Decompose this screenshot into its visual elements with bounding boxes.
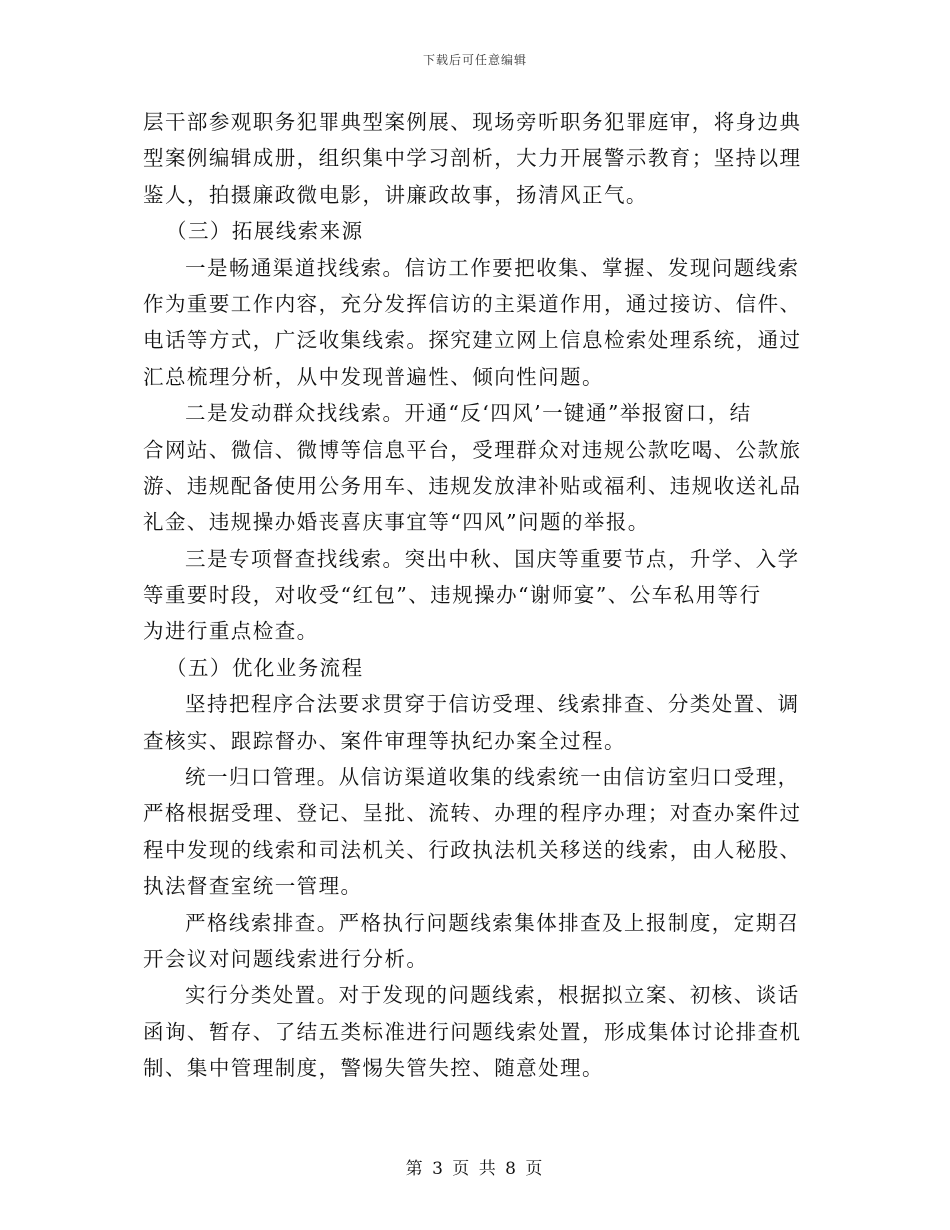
footer-prefix: 第 [405, 1159, 425, 1179]
body-line-20: 严格根据受理、登记、呈批、流转、办理的程序办理；对查办案件过 [143, 801, 802, 826]
total-pages-number: 8 [505, 1159, 518, 1179]
page-footer [0, 1154, 950, 1179]
body-line-10: 合网站、微信、微博等信息平台，受理群众对违规公款吃喝、公款旅 [143, 437, 802, 462]
body-line-6: 作为重要工作内容，充分发挥信访的主渠道作用，通过接访、信件、 [143, 291, 802, 316]
paragraph-start-5: 统一归口管理。从信访渠道收集的线索统一由信访室归口受理， [185, 765, 800, 790]
paragraph-start-4: 坚持把程序合法要求贯穿于信访受理、线索排查、分类处置、调 [185, 692, 800, 717]
body-line-21: 程中发现的线索和司法机关、行政执法机关移送的线索，由人秘股、 [143, 837, 802, 862]
body-line-24: 开会议对问题线索进行分析。 [143, 946, 429, 971]
body-line-12: 礼金、违规操办婚丧喜庆事宜等“四风”问题的举报。 [143, 510, 650, 535]
body-line-8: 汇总梳理分析，从中发现普遍性、倾向性问题。 [143, 364, 604, 389]
body-line-7: 电话等方式，广泛收集线索。探究建立网上信息检索处理系统，通过 [143, 328, 802, 353]
paragraph-start-6: 严格线索排查。严格执行问题线索集体排查及上报制度，定期召 [185, 910, 800, 935]
body-line-14: 等重要时段，对收受“红包”、违规操办“谢师宴”、公车私用等行 [143, 583, 762, 608]
document-body [143, 104, 808, 1087]
section-heading-5: （五）优化业务流程 [166, 655, 364, 680]
paragraph-start-1: 一是畅通渠道找线索。信访工作要把收集、掌握、发现问题线索 [185, 255, 800, 280]
paragraph-start-3: 三是专项督查找线索。突出中秋、国庆等重要节点，升学、入学 [185, 546, 800, 571]
body-line-27: 制、集中管理制度，警惕失管失控、随意处理。 [143, 1056, 604, 1081]
footer-suffix: 页 [525, 1159, 545, 1179]
paragraph-start-2: 二是发动群众找线索。开通“反‘四风’一键通”举报窗口，结 [185, 401, 752, 426]
body-line-18: 查核实、跟踪督办、案件审理等执纪办案全过程。 [143, 728, 626, 753]
body-line-3: 鉴人，拍摄廉政微电影，讲廉政故事，扬清风正气。 [143, 182, 648, 207]
body-line-26: 函询、暂存、了结五类标准进行问题线索处置，形成集体讨论排查机 [143, 1019, 802, 1044]
body-line-1: 层干部参观职务犯罪典型案例展、现场旁听职务犯罪庭审，将身边典 [143, 110, 802, 134]
footer-middle: 页 共 [452, 1159, 498, 1179]
page-header: 下载后可任意编辑 [422, 53, 527, 67]
body-line-22: 执法督查室统一管理。 [143, 874, 363, 899]
current-page-number: 3 [432, 1159, 445, 1179]
body-line-11: 游、违规配备使用公务用车、违规发放津补贴或福利、违规收送礼品 [143, 473, 802, 498]
body-line-2: 型案例编辑成册，组织集中学习剖析，大力开展警示教育；坚持以理 [143, 146, 802, 171]
section-heading-3: （三）拓展线索来源 [166, 219, 364, 244]
body-line-15: 为进行重点检查。 [143, 619, 319, 644]
paragraph-start-7: 实行分类处置。对于发现的问题线索，根据拟立案、初核、谈话 [185, 983, 800, 1008]
